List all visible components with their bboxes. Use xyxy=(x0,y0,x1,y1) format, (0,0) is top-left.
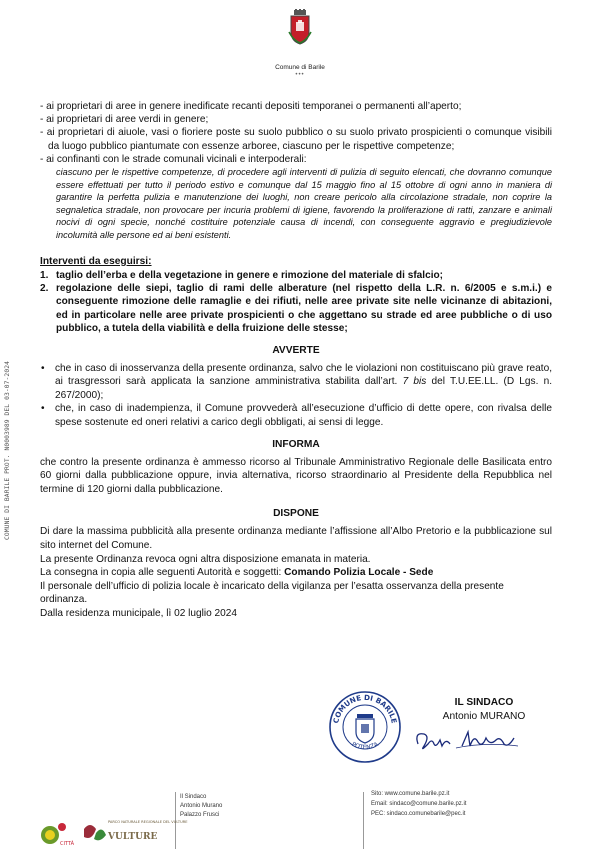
interventions-heading: Interventi da eseguirsi: xyxy=(40,255,152,267)
recipient-item: - ai proprietari di aree verdi in genere; xyxy=(40,114,209,126)
footer-contact-mid xyxy=(180,793,222,820)
order-text: ciascuno per le rispettive competenze, di procedere agli interventi di pulizia di seguito elencati, che dovranno comunque essere effettuati per tutto il periodo estivo e comunque dal 15 maggio fino al 15 ottobre di ogni anno in maniera di garantire la perfetta pulizia e manutenzione dei luoghi, non creare pericolo alla circolazione stradale, non coprire la segnaletica stradale, non provocare per incuria problemi di igiene, favorendo la proliferazione di ratti, zanzare e animali nocivi di ogni specie, nonché costituire potenziale causa di incendi, con conseguente aggravio e pregiudizievole incolumità alle persone ed ai beni esistenti. xyxy=(56,167,552,240)
letterhead xyxy=(0,10,600,78)
handwritten-signature-icon xyxy=(404,726,524,754)
official-seal-icon xyxy=(328,690,402,764)
park-logo-small-text: PARCO NATURALE REGIONALE DEL VULTURE xyxy=(108,820,188,824)
footer-contact-right xyxy=(371,789,466,819)
dispone-paragraph: Il personale dell’ufficio di polizia locale è incaricato della vigilanza per l’esatta osservanza della presente ordinanza. xyxy=(40,580,504,606)
avverte-article: 7 bis xyxy=(402,376,427,388)
date-line: Dalla residenza municipale, lì 02 luglio 2024 xyxy=(40,607,237,619)
bullet-icon: • xyxy=(41,403,45,415)
informa-heading: INFORMA xyxy=(272,438,320,450)
municipal-crest-icon xyxy=(289,10,311,44)
park-logos-icon xyxy=(40,815,188,849)
intervention-text: taglio dell’erba e della vegetazione in genere e rimozione del materiale di sfalcio; xyxy=(56,269,444,281)
footer-divider xyxy=(363,792,364,849)
mayor-title: IL SINDACO xyxy=(454,697,514,708)
signature-block xyxy=(414,697,554,722)
delivery-text: La consegna in copia alle seguenti Autorità e soggetti: xyxy=(40,567,282,579)
intervention-item xyxy=(40,282,552,336)
avverte-text-cont: del T.U.EE.LL. (D Lgs. n. 267/2000); xyxy=(55,376,553,401)
intervention-number: 1. xyxy=(40,269,49,281)
avverte-text: che, in caso di inadempienza, il Comune provvederà all’esecuzione d’ufficio di dette opere, con rivalsa delle spese sostenute ed oneri relativi a carico degli obbligati, ai sensi di legge. xyxy=(55,403,552,428)
dispone-heading: DISPONE xyxy=(273,508,319,520)
intervention-number: 2. xyxy=(40,282,49,294)
avverte-list xyxy=(40,362,552,430)
avverte-item xyxy=(40,402,552,429)
svg-text:CITTÀ: CITTÀ xyxy=(60,841,75,847)
intervention-text: regolazione delle siepi, taglio di rami delle alberature (nel rispetto della L.R. n. 6/2005 e s.m.i.) e conseguente rimozione delle ramaglie e dei rifiuti, nelle aree private site nelle vicinanze di abitazioni, ed in particolare nelle aree private prospicienti o che aggettano su strade ed aree pubbliche o di uso pubblico, a tutela della viabilità e della fruizione delle stesse; xyxy=(56,282,552,335)
footer-email[interactable]: Email: sindaco@comune.barile.pz.it xyxy=(371,801,467,807)
delivery-recipient: Comando Polizia Locale - Sede xyxy=(284,567,434,579)
ordinance-body xyxy=(40,100,552,621)
footer-mid-line: Antonio Murano xyxy=(180,803,223,809)
mayor-name: Antonio MURANO xyxy=(442,711,526,722)
seal-top-text: COMUNE DI BARILE xyxy=(331,692,399,725)
recipient-item: - ai proprietari di aree in genere inedificate recanti depositi temporanei o permanenti all’aperto; xyxy=(40,101,462,112)
recipient-item: - ai confinanti con le strade comunali vicinali e interpoderali: xyxy=(40,153,307,165)
informa-text: che contro la presente ordinanza è ammesso ricorso al Tribunale Amministrativo Regionale delle Basilicata entro 60 giorni dalla pubblicazione oppure, invia alternativa, ricorso straordinario al Presidente della Repubblica nel termine di 120 giorni dalla pubblicazione. xyxy=(40,456,552,495)
bullet-icon: • xyxy=(41,362,45,374)
intervention-item xyxy=(40,269,552,282)
footer-mid-line: Palazzo Frusci xyxy=(180,812,220,818)
protocol-stamp: COMUNE DI BARILE PROT. N0003989 DEL 03-07-2024 xyxy=(4,361,11,540)
avverte-item xyxy=(40,362,552,403)
footer-website[interactable]: Sito: www.comune.barile.pz.it xyxy=(371,791,450,797)
avverte-text: che in caso di inosservanza della presente ordinanza, salvo che le violazioni non costituiscano più grave reato, ai trasgressori sarà applicata la sanzione amministrativa stabilita dall’art. xyxy=(55,362,552,388)
header-dots: ••• xyxy=(295,72,305,78)
dispone-paragraph: Di dare la massima pubblicità alla presente ordinanza mediante l’affissione all’Albo Pretorio e la pubblicazione sul sito internet del Comune. xyxy=(40,526,552,551)
svg-text:POTENZA xyxy=(350,740,380,751)
footer-mid-line: Il Sindaco xyxy=(180,794,207,800)
recipient-item: - ai proprietari di aiuole, vasi o fioriere poste su suolo pubblico o su suolo privato prospicienti o comunque visibili da luogo pubblico piantumate con essenze arboree, ciascuno per le rispettive competenze; xyxy=(40,127,552,152)
comune-name: Comune di Barile xyxy=(275,64,325,71)
seal-bottom-text: POTENZA xyxy=(350,740,380,752)
avverte-heading: AVVERTE xyxy=(272,344,320,356)
dispone-paragraph: La presente Ordinanza revoca ogni altra disposizione emanata in materia. xyxy=(40,553,371,565)
park-logo-big-text: VULTURE xyxy=(108,832,158,842)
interventions-list xyxy=(40,269,552,336)
dispone-paragraph xyxy=(40,566,552,580)
footer-pec[interactable]: PEC: sindaco.comunebarile@pec.it xyxy=(371,811,466,817)
recipients-list xyxy=(40,100,552,166)
